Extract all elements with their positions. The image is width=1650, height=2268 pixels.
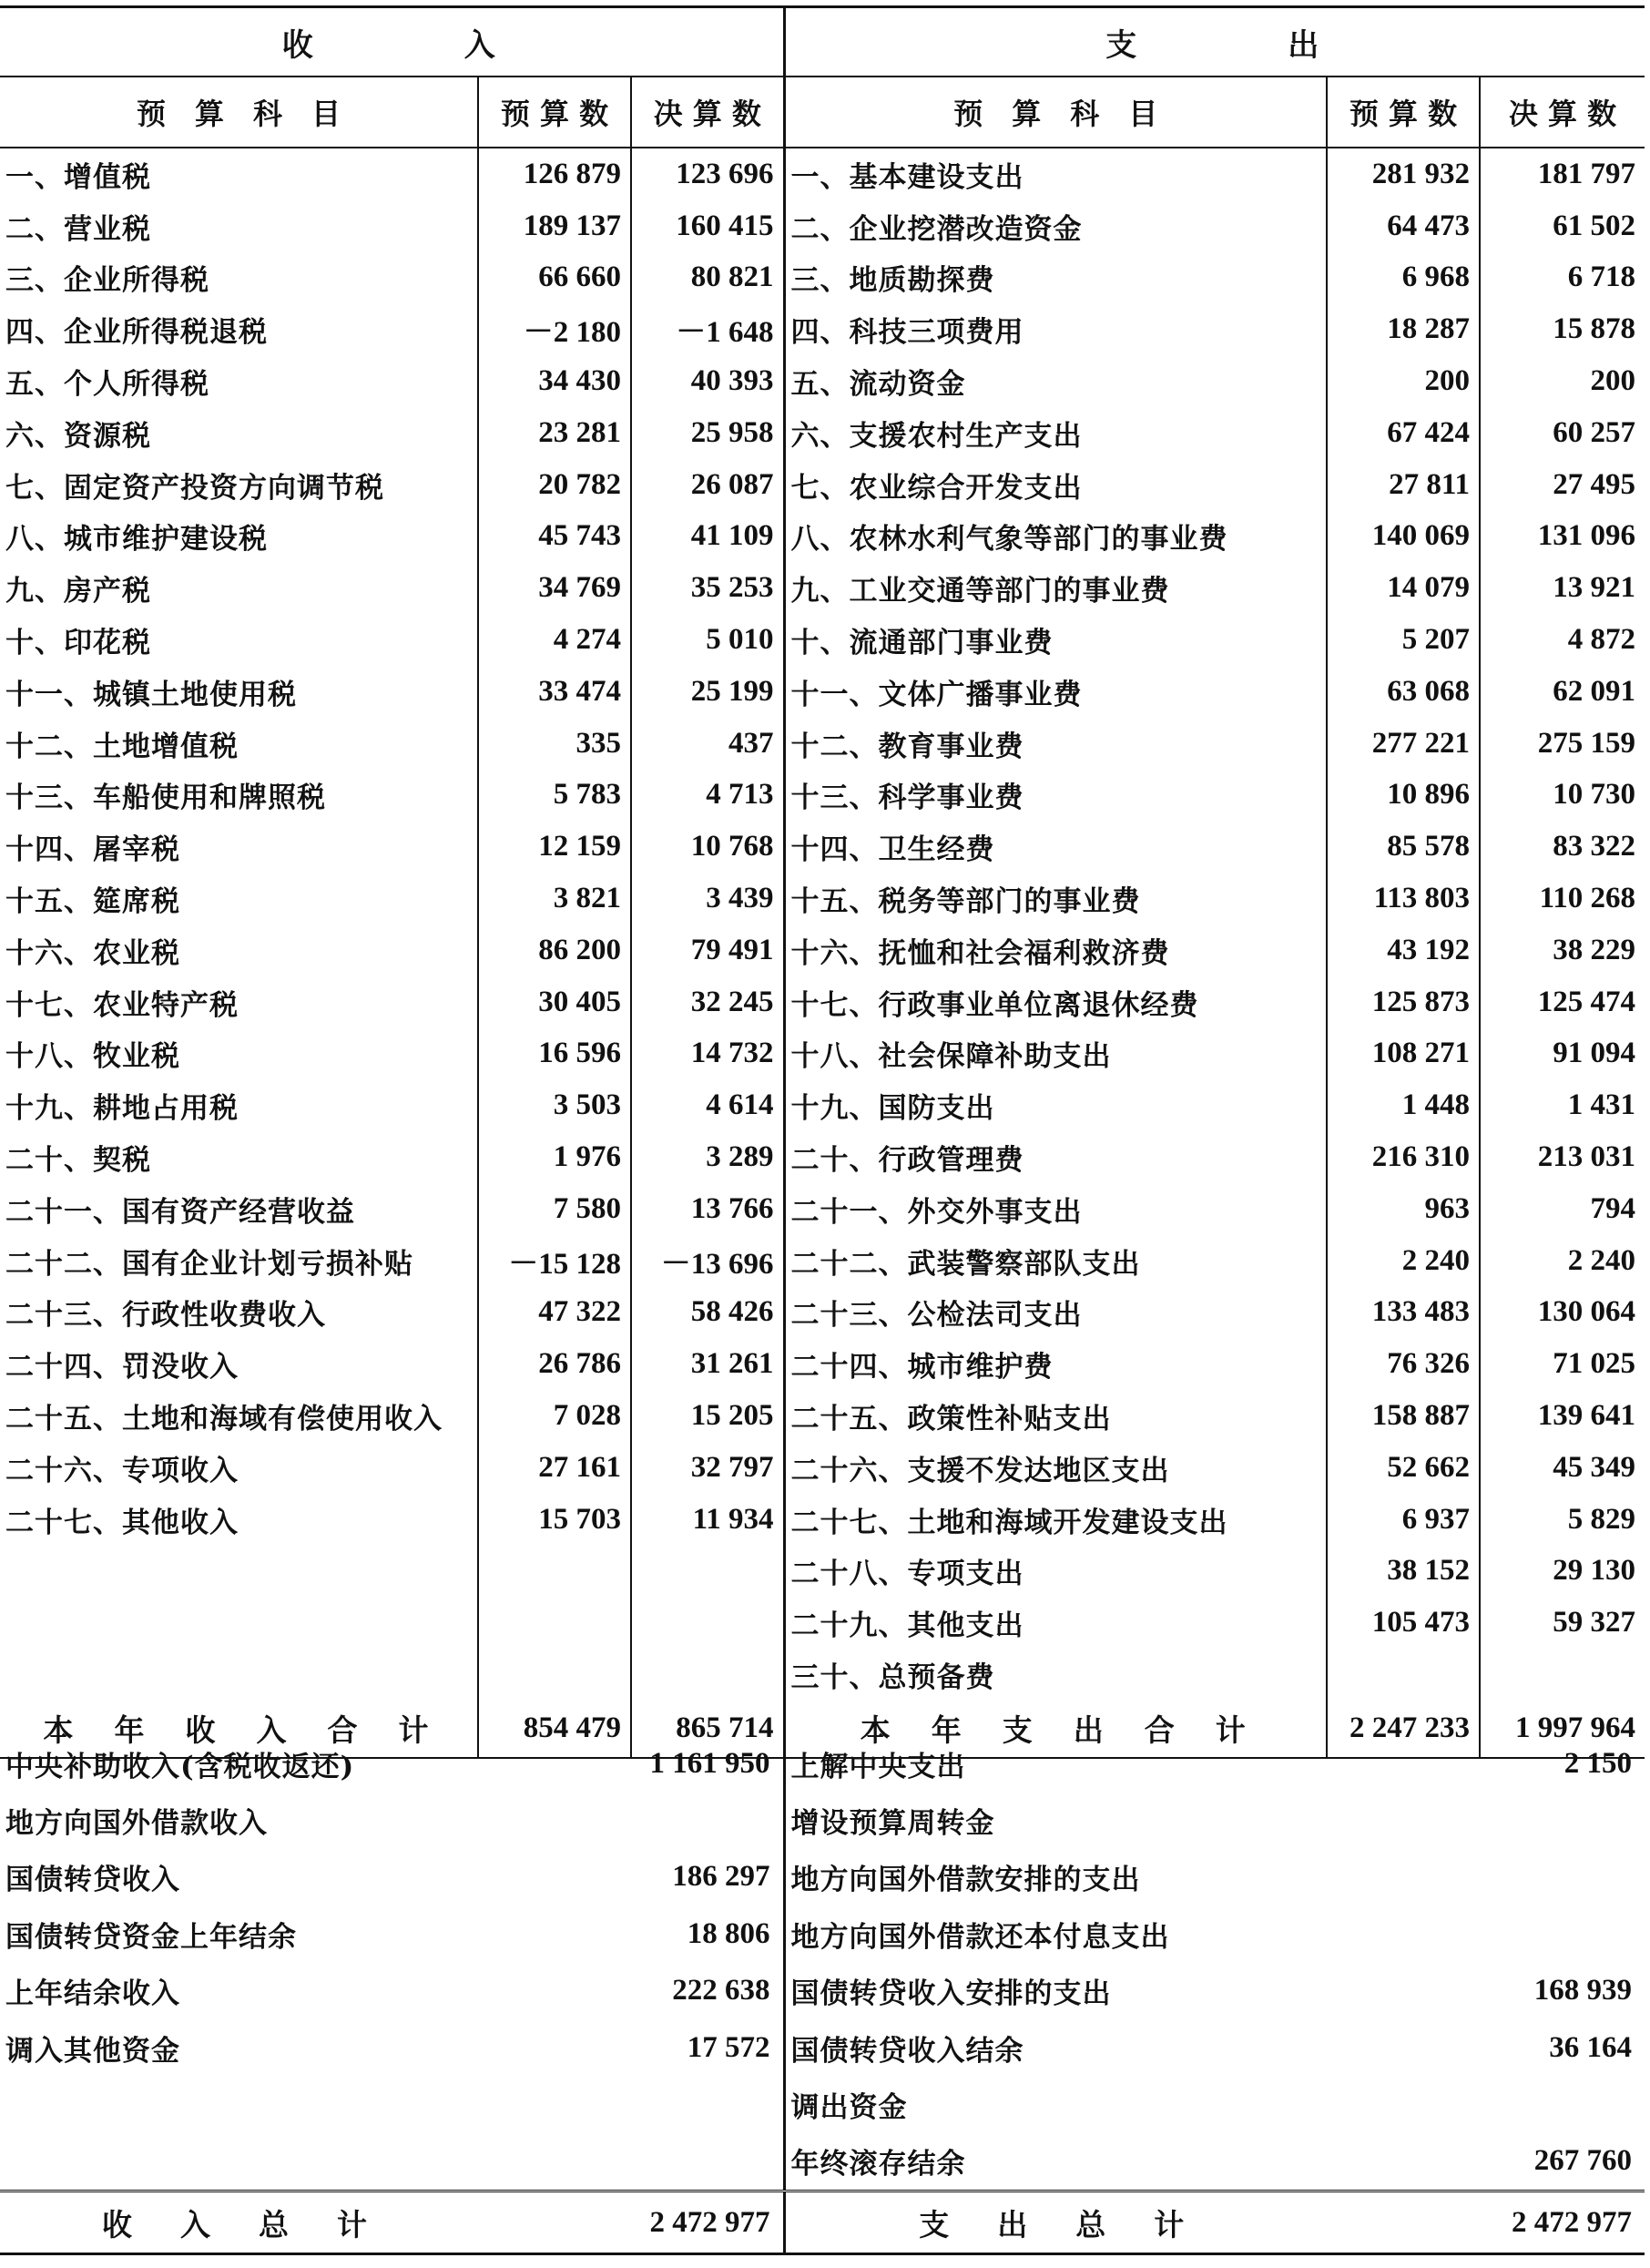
expenditure-item-name: 八、农林水利气象等部门的事业费 bbox=[784, 511, 1327, 563]
expenditure-final-value: 60 257 bbox=[1480, 407, 1645, 459]
income-final-value: 15 205 bbox=[631, 1390, 784, 1442]
table-row bbox=[0, 1494, 1645, 1546]
income-budget-value: 20 782 bbox=[478, 459, 631, 511]
expenditure-final-value: 794 bbox=[1480, 1183, 1645, 1235]
expenditure-final-value: 29 130 bbox=[1480, 1546, 1645, 1598]
expenditure-grand-total-value: 2 472 977 bbox=[1327, 2191, 1645, 2254]
income-final-value: －13 696 bbox=[631, 1235, 784, 1287]
expenditure-budget-value: 14 079 bbox=[1327, 562, 1480, 614]
expenditure-budget-value: 38 152 bbox=[1327, 1546, 1480, 1598]
income-budget-value: 335 bbox=[478, 718, 631, 770]
transfer-expenditure-value bbox=[1327, 2076, 1645, 2132]
table-row bbox=[0, 1849, 1645, 1905]
expenditure-budget-value: 113 803 bbox=[1327, 873, 1480, 925]
expenditure-item-name: 二十四、城市维护费 bbox=[784, 1338, 1327, 1390]
expenditure-final-value: 6 718 bbox=[1480, 252, 1645, 304]
income-budget-value bbox=[478, 1546, 631, 1598]
expenditure-budget-value: 5 207 bbox=[1327, 614, 1480, 666]
income-item-name: 二十六、专项收入 bbox=[5, 1454, 239, 1487]
table-row bbox=[0, 873, 1645, 925]
income-item-name: 十一、城镇土地使用税 bbox=[5, 678, 297, 711]
income-item-name: 十、印花税 bbox=[5, 627, 151, 660]
income-section-header: 收 入 bbox=[0, 7, 784, 77]
income-budget-value bbox=[478, 1649, 631, 1701]
expenditure-item-name: 六、支援农村生产支出 bbox=[784, 407, 1327, 459]
expenditure-final-value: 62 091 bbox=[1480, 666, 1645, 718]
table-row bbox=[0, 562, 1645, 614]
table-row bbox=[0, 355, 1645, 407]
transfer-income-value: 18 806 bbox=[687, 1916, 770, 1950]
income-item-name: 二十、契税 bbox=[5, 1144, 151, 1178]
transfer-expenditure-name: 地方向国外借款安排的支出 bbox=[784, 1849, 1327, 1905]
income-final-value: 3 289 bbox=[631, 1131, 784, 1183]
income-budget-value: 86 200 bbox=[478, 925, 631, 976]
income-item-name: 九、房产税 bbox=[5, 575, 151, 608]
transfer-income-name: 地方向国外借款收入 bbox=[5, 1807, 268, 1841]
expenditure-budget-value: 200 bbox=[1327, 355, 1480, 407]
expenditure-final-value: 71 025 bbox=[1480, 1338, 1645, 1390]
income-budget-value: 189 137 bbox=[478, 200, 631, 252]
income-item-name: 十二、土地增值税 bbox=[5, 730, 239, 763]
expenditure-budget-value: 43 192 bbox=[1327, 925, 1480, 976]
income-final-value: 4 713 bbox=[631, 770, 784, 822]
expenditure-final-value: 131 096 bbox=[1480, 511, 1645, 563]
expenditure-budget-value: 63 068 bbox=[1327, 666, 1480, 718]
transfer-rows bbox=[0, 1735, 1645, 2191]
table-row bbox=[0, 1131, 1645, 1183]
transfer-expenditure-name: 国债转贷收入结余 bbox=[784, 2019, 1327, 2076]
expenditure-item-name: 二、企业挖潜改造资金 bbox=[784, 200, 1327, 252]
income-item-name: 二十五、土地和海域有偿使用收入 bbox=[5, 1403, 443, 1436]
table-row bbox=[0, 1735, 1645, 1792]
income-budget-value: 15 703 bbox=[478, 1494, 631, 1546]
table-row bbox=[0, 1338, 1645, 1390]
income-budget-value: 5 783 bbox=[478, 770, 631, 822]
table-row bbox=[0, 511, 1645, 563]
income-budget-value: 4 274 bbox=[478, 614, 631, 666]
income-item-name: 二十一、国有资产经营收益 bbox=[5, 1195, 355, 1229]
income-final-value: 10 768 bbox=[631, 821, 784, 873]
transfer-income-value: 222 638 bbox=[672, 1974, 770, 2007]
income-item-name: 二十七、其他收入 bbox=[5, 1506, 239, 1539]
expenditure-total-label: 本 年 支 出 合 计 bbox=[784, 1701, 1327, 1758]
expenditure-item-name: 十六、抚恤和社会福利救济费 bbox=[784, 925, 1327, 976]
expenditure-item-name: 一、基本建设支出 bbox=[784, 148, 1327, 200]
income-budget-value: 45 743 bbox=[478, 511, 631, 563]
income-item-header: 预 算 科 目 bbox=[0, 77, 478, 148]
expenditure-final-value: 125 474 bbox=[1480, 976, 1645, 1028]
table-row bbox=[0, 1390, 1645, 1442]
income-budget-value: 47 322 bbox=[478, 1287, 631, 1339]
transfer-expenditure-name: 国债转贷收入安排的支出 bbox=[784, 1963, 1327, 2019]
table-row bbox=[0, 459, 1645, 511]
expenditure-budget-value: 963 bbox=[1327, 1183, 1480, 1235]
expenditure-final-value: 181 797 bbox=[1480, 148, 1645, 200]
expenditure-budget-value: 277 221 bbox=[1327, 718, 1480, 770]
table-row bbox=[0, 1546, 1645, 1598]
table-row bbox=[0, 2133, 1645, 2191]
expenditure-final-value: 27 495 bbox=[1480, 459, 1645, 511]
expenditure-item-name: 十二、教育事业费 bbox=[784, 718, 1327, 770]
income-final-value bbox=[631, 1597, 784, 1649]
expenditure-budget-value bbox=[1327, 1649, 1480, 1701]
income-final-value: 11 934 bbox=[631, 1494, 784, 1546]
transfer-income-name bbox=[0, 2076, 478, 2132]
transfer-expenditure-value: 36 164 bbox=[1549, 2030, 1632, 2064]
income-item-name: 六、资源税 bbox=[5, 419, 151, 453]
income-final-value: －1 648 bbox=[631, 303, 784, 355]
expenditure-budget-value: 125 873 bbox=[1327, 976, 1480, 1028]
expenditure-item-name: 三十、总预备费 bbox=[784, 1649, 1327, 1701]
expenditure-final-value: 1 431 bbox=[1480, 1079, 1645, 1131]
expenditure-final-value: 59 327 bbox=[1480, 1597, 1645, 1649]
expenditure-final-value: 4 872 bbox=[1480, 614, 1645, 666]
expenditure-item-name: 二十五、政策性补贴支出 bbox=[784, 1390, 1327, 1442]
expenditure-item-name: 十四、卫生经费 bbox=[784, 821, 1327, 873]
income-item-name: 四、企业所得税退税 bbox=[5, 316, 268, 350]
income-budget-value: 23 281 bbox=[478, 407, 631, 459]
expenditure-budget-value: 140 069 bbox=[1327, 511, 1480, 563]
table-row bbox=[0, 1442, 1645, 1494]
income-item-name: 二十四、罚没收入 bbox=[5, 1351, 239, 1384]
income-final-value bbox=[631, 1546, 784, 1598]
income-item-name: 十五、筵席税 bbox=[5, 885, 180, 919]
income-budget-value: －2 180 bbox=[478, 303, 631, 355]
income-budget-value: 126 879 bbox=[478, 148, 631, 200]
income-item-name: 一、增值税 bbox=[5, 160, 151, 194]
income-item-name bbox=[0, 1649, 478, 1701]
expenditure-item-name: 十三、科学事业费 bbox=[784, 770, 1327, 822]
income-item-name: 二十三、行政性收费收入 bbox=[5, 1299, 326, 1333]
transfer-expenditure-name: 调出资金 bbox=[784, 2076, 1327, 2132]
expenditure-budget-value: 158 887 bbox=[1327, 1390, 1480, 1442]
income-final-value: 437 bbox=[631, 718, 784, 770]
income-budget-value bbox=[478, 1597, 631, 1649]
budget-table bbox=[0, 5, 1645, 1759]
income-final-header: 决 算 数 bbox=[631, 77, 784, 148]
transfer-expenditure-value bbox=[1327, 1849, 1645, 1905]
expenditure-final-value: 213 031 bbox=[1480, 1131, 1645, 1183]
expenditure-final-value: 2 240 bbox=[1480, 1235, 1645, 1287]
income-final-value: 4 614 bbox=[631, 1079, 784, 1131]
transfer-income-name: 调入其他资金 bbox=[5, 2034, 180, 2068]
expenditure-item-name: 十五、税务等部门的事业费 bbox=[784, 873, 1327, 925]
income-budget-value: 33 474 bbox=[478, 666, 631, 718]
expenditure-budget-value: 52 662 bbox=[1327, 1442, 1480, 1494]
income-item-name: 十八、牧业税 bbox=[5, 1040, 180, 1074]
transfer-expenditure-value: 168 939 bbox=[1533, 1974, 1632, 2007]
income-budget-value: 12 159 bbox=[478, 821, 631, 873]
expenditure-final-value: 139 641 bbox=[1480, 1390, 1645, 1442]
transfer-table bbox=[0, 1735, 1645, 2255]
expenditure-final-value bbox=[1480, 1649, 1645, 1701]
expenditure-grand-total-label: 支 出 总 计 bbox=[784, 2191, 1327, 2254]
expenditure-final-value: 13 921 bbox=[1480, 562, 1645, 614]
income-total-budget: 854 479 bbox=[478, 1701, 631, 1758]
expenditure-budget-value: 27 811 bbox=[1327, 459, 1480, 511]
table-row bbox=[0, 1235, 1645, 1287]
expenditure-final-value: 130 064 bbox=[1480, 1287, 1645, 1339]
income-item-name: 八、城市维护建设税 bbox=[5, 523, 268, 557]
expenditure-item-name: 十九、国防支出 bbox=[784, 1079, 1327, 1131]
income-final-value: 123 696 bbox=[631, 148, 784, 200]
expenditure-item-name: 九、工业交通等部门的事业费 bbox=[784, 562, 1327, 614]
income-item-name: 三、企业所得税 bbox=[5, 264, 209, 298]
expenditure-budget-value: 10 896 bbox=[1327, 770, 1480, 822]
table-row bbox=[0, 718, 1645, 770]
expenditure-final-value: 83 322 bbox=[1480, 821, 1645, 873]
income-budget-header: 预 算 数 bbox=[478, 77, 631, 148]
expenditure-item-name: 二十八、专项支出 bbox=[784, 1546, 1327, 1598]
expenditure-item-name: 二十七、土地和海域开发建设支出 bbox=[784, 1494, 1327, 1546]
income-final-value: 26 087 bbox=[631, 459, 784, 511]
expenditure-budget-value: 67 424 bbox=[1327, 407, 1480, 459]
table-row bbox=[0, 1792, 1645, 1848]
income-budget-value: 66 660 bbox=[478, 252, 631, 304]
expenditure-budget-value: 108 271 bbox=[1327, 1028, 1480, 1080]
income-item-name: 十七、农业特产税 bbox=[5, 988, 239, 1022]
income-final-value: 5 010 bbox=[631, 614, 784, 666]
income-item-name: 十六、农业税 bbox=[5, 936, 180, 970]
income-final-value bbox=[631, 1649, 784, 1701]
expenditure-total-budget: 2 247 233 bbox=[1327, 1701, 1480, 1758]
income-budget-value: 7 580 bbox=[478, 1183, 631, 1235]
income-item-name: 十九、耕地占用税 bbox=[5, 1092, 239, 1126]
transfer-income-name bbox=[0, 2133, 478, 2191]
transfer-income-value bbox=[478, 2133, 784, 2191]
expenditure-item-name: 二十、行政管理费 bbox=[784, 1131, 1327, 1183]
income-item-name: 二、营业税 bbox=[5, 212, 151, 246]
expenditure-final-value: 91 094 bbox=[1480, 1028, 1645, 1080]
income-final-value: 13 766 bbox=[631, 1183, 784, 1235]
income-grand-total-value: 2 472 977 bbox=[478, 2191, 784, 2254]
expenditure-item-name: 三、地质勘探费 bbox=[784, 252, 1327, 304]
income-final-value: 31 261 bbox=[631, 1338, 784, 1390]
transfer-income-value: 17 572 bbox=[687, 2030, 770, 2064]
expenditure-item-header: 预 算 科 目 bbox=[784, 77, 1327, 148]
table-row bbox=[0, 148, 1645, 200]
expenditure-item-name: 二十九、其他支出 bbox=[784, 1597, 1327, 1649]
table-row bbox=[0, 925, 1645, 976]
expenditure-item-name: 十七、行政事业单位离退休经费 bbox=[784, 976, 1327, 1028]
expenditure-final-value: 38 229 bbox=[1480, 925, 1645, 976]
income-final-value: 14 732 bbox=[631, 1028, 784, 1080]
expenditure-final-value: 200 bbox=[1480, 355, 1645, 407]
expenditure-final-value: 15 878 bbox=[1480, 303, 1645, 355]
income-budget-value: 16 596 bbox=[478, 1028, 631, 1080]
table-row bbox=[0, 1649, 1645, 1701]
expenditure-section-header: 支 出 bbox=[784, 7, 1645, 77]
transfer-expenditure-name: 年终滚存结余 bbox=[784, 2133, 1327, 2191]
income-final-value: 25 199 bbox=[631, 666, 784, 718]
table-row bbox=[0, 1028, 1645, 1080]
income-final-value: 25 958 bbox=[631, 407, 784, 459]
transfer-income-value bbox=[478, 2076, 784, 2132]
income-item-name: 十三、车船使用和牌照税 bbox=[5, 782, 326, 815]
expenditure-final-value: 110 268 bbox=[1480, 873, 1645, 925]
table-row bbox=[0, 1963, 1645, 2019]
expenditure-item-name: 十、流通部门事业费 bbox=[784, 614, 1327, 666]
income-item-name: 五、个人所得税 bbox=[5, 368, 209, 402]
table-row bbox=[0, 2076, 1645, 2132]
income-final-value: 160 415 bbox=[631, 200, 784, 252]
table-row bbox=[0, 407, 1645, 459]
expenditure-item-name: 二十一、外交外事支出 bbox=[784, 1183, 1327, 1235]
income-final-value: 32 797 bbox=[631, 1442, 784, 1494]
income-final-value: 32 245 bbox=[631, 976, 784, 1028]
income-budget-value: 1 976 bbox=[478, 1131, 631, 1183]
transfer-income-name: 国债转贷收入 bbox=[5, 1864, 180, 1897]
income-budget-value: 7 028 bbox=[478, 1390, 631, 1442]
income-budget-value: 34 769 bbox=[478, 562, 631, 614]
table-row bbox=[0, 303, 1645, 355]
income-final-value: 58 426 bbox=[631, 1287, 784, 1339]
expenditure-item-name: 二十三、公检法司支出 bbox=[784, 1287, 1327, 1339]
expenditure-item-name: 七、农业综合开发支出 bbox=[784, 459, 1327, 511]
expenditure-total-final: 1 997 964 bbox=[1480, 1701, 1645, 1758]
income-budget-value: 34 430 bbox=[478, 355, 631, 407]
income-final-value: 79 491 bbox=[631, 925, 784, 976]
income-final-value: 40 393 bbox=[631, 355, 784, 407]
expenditure-budget-value: 6 968 bbox=[1327, 252, 1480, 304]
table-row bbox=[0, 976, 1645, 1028]
table-row bbox=[0, 770, 1645, 822]
budget-rows bbox=[0, 148, 1645, 1701]
expenditure-final-header: 决 算 数 bbox=[1480, 77, 1645, 148]
expenditure-budget-value: 85 578 bbox=[1327, 821, 1480, 873]
expenditure-budget-value: 281 932 bbox=[1327, 148, 1480, 200]
expenditure-budget-value: 216 310 bbox=[1327, 1131, 1480, 1183]
transfer-income-name: 国债转贷资金上年结余 bbox=[5, 1920, 297, 1954]
expenditure-budget-value: 64 473 bbox=[1327, 200, 1480, 252]
expenditure-item-name: 二十六、支援不发达地区支出 bbox=[784, 1442, 1327, 1494]
expenditure-budget-value: 1 448 bbox=[1327, 1079, 1480, 1131]
expenditure-final-value: 45 349 bbox=[1480, 1442, 1645, 1494]
expenditure-budget-value: 18 287 bbox=[1327, 303, 1480, 355]
table-row bbox=[0, 200, 1645, 252]
transfer-expenditure-name: 上解中央支出 bbox=[784, 1735, 1327, 1792]
table-row bbox=[0, 2019, 1645, 2076]
transfer-expenditure-name: 地方向国外借款还本付息支出 bbox=[784, 1905, 1327, 1962]
expenditure-final-value: 5 829 bbox=[1480, 1494, 1645, 1546]
expenditure-item-name: 十八、社会保障补助支出 bbox=[784, 1028, 1327, 1080]
income-total-final: 865 714 bbox=[631, 1701, 784, 1758]
transfer-expenditure-name: 增设预算周转金 bbox=[784, 1792, 1327, 1848]
income-budget-value: 27 161 bbox=[478, 1442, 631, 1494]
expenditure-item-name: 四、科技三项费用 bbox=[784, 303, 1327, 355]
income-item-name bbox=[0, 1597, 478, 1649]
income-budget-value: －15 128 bbox=[478, 1235, 631, 1287]
income-budget-value: 26 786 bbox=[478, 1338, 631, 1390]
expenditure-item-name: 二十二、武装警察部队支出 bbox=[784, 1235, 1327, 1287]
expenditure-budget-value: 76 326 bbox=[1327, 1338, 1480, 1390]
income-total-label: 本 年 收 入 合 计 bbox=[0, 1701, 478, 1758]
income-budget-value: 3 821 bbox=[478, 873, 631, 925]
income-item-name bbox=[0, 1546, 478, 1598]
table-row bbox=[0, 821, 1645, 873]
transfer-income-name: 中央补助收入(含税收返还) bbox=[5, 1750, 355, 1783]
transfer-expenditure-value: 2 150 bbox=[1563, 1746, 1632, 1780]
expenditure-final-value: 275 159 bbox=[1480, 718, 1645, 770]
transfer-expenditure-value bbox=[1327, 1792, 1645, 1848]
expenditure-budget-value: 105 473 bbox=[1327, 1597, 1480, 1649]
transfer-expenditure-value: 267 760 bbox=[1533, 2144, 1632, 2178]
table-row bbox=[0, 666, 1645, 718]
table-row bbox=[0, 1905, 1645, 1962]
transfer-income-value: 186 297 bbox=[672, 1860, 770, 1894]
table-row bbox=[0, 252, 1645, 304]
expenditure-budget-value: 133 483 bbox=[1327, 1287, 1480, 1339]
expenditure-item-name: 十一、文体广播事业费 bbox=[784, 666, 1327, 718]
table-row bbox=[0, 1597, 1645, 1649]
income-final-value: 3 439 bbox=[631, 873, 784, 925]
table-row bbox=[0, 614, 1645, 666]
expenditure-item-name: 五、流动资金 bbox=[784, 355, 1327, 407]
income-item-name: 二十二、国有企业计划亏损补贴 bbox=[5, 1247, 413, 1281]
expenditure-final-value: 10 730 bbox=[1480, 770, 1645, 822]
transfer-income-value: 1 161 950 bbox=[649, 1746, 770, 1780]
income-item-name: 七、固定资产投资方向调节税 bbox=[5, 471, 384, 505]
income-grand-total-label: 收 入 总 计 bbox=[0, 2191, 478, 2254]
expenditure-final-value: 61 502 bbox=[1480, 200, 1645, 252]
expenditure-budget-header: 预 算 数 bbox=[1327, 77, 1480, 148]
income-budget-value: 3 503 bbox=[478, 1079, 631, 1131]
transfer-income-value bbox=[478, 1792, 784, 1848]
transfer-expenditure-value bbox=[1327, 1905, 1645, 1962]
income-final-value: 41 109 bbox=[631, 511, 784, 563]
table-row bbox=[0, 1079, 1645, 1131]
table-row bbox=[0, 1183, 1645, 1235]
expenditure-budget-value: 6 937 bbox=[1327, 1494, 1480, 1546]
table-row bbox=[0, 1287, 1645, 1339]
income-final-value: 35 253 bbox=[631, 562, 784, 614]
income-final-value: 80 821 bbox=[631, 252, 784, 304]
expenditure-budget-value: 2 240 bbox=[1327, 1235, 1480, 1287]
income-budget-value: 30 405 bbox=[478, 976, 631, 1028]
income-item-name: 十四、屠宰税 bbox=[5, 833, 180, 867]
transfer-income-name: 上年结余收入 bbox=[5, 1977, 180, 2011]
